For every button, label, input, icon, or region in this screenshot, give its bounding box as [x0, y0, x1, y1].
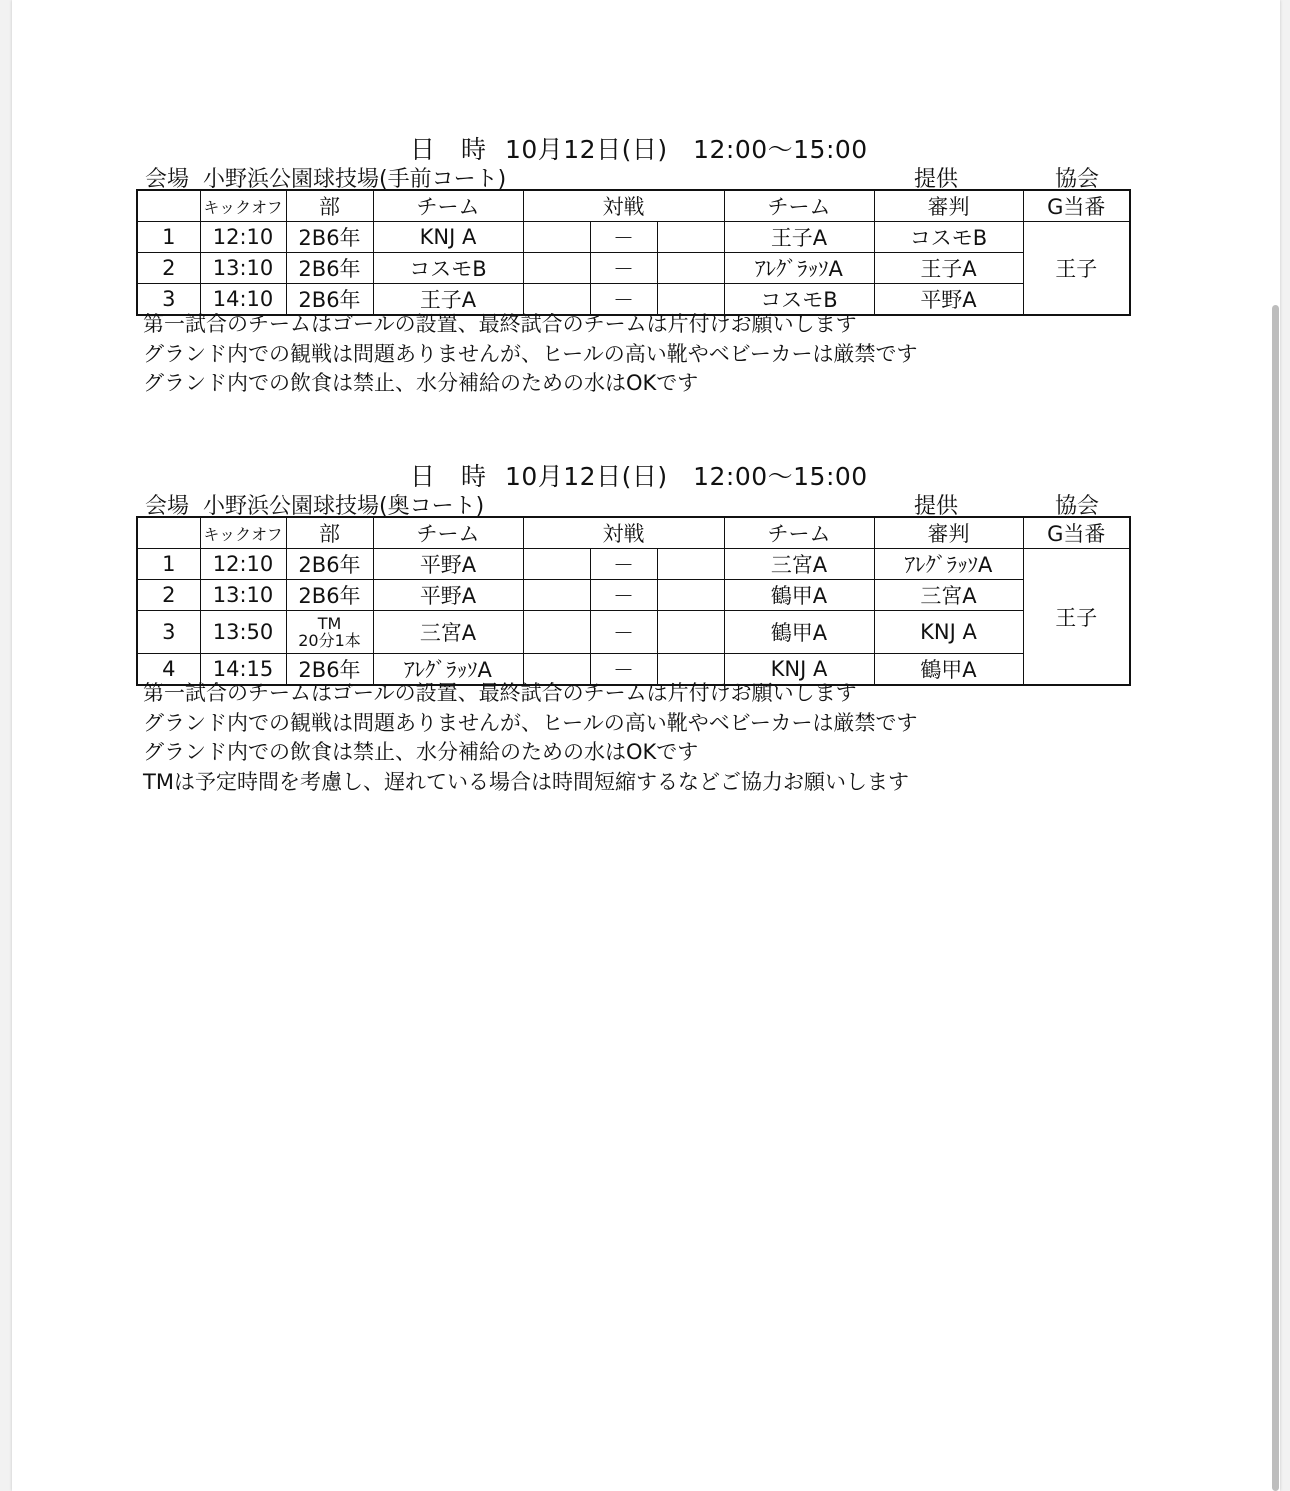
note-line: グランド内での観戦は問題ありませんが、ヒールの高い靴やベビーカーは厳禁です: [143, 341, 918, 366]
row-kickoff: 13:10: [200, 253, 286, 284]
row-vs: －: [590, 611, 657, 654]
row-referee: コスモB: [874, 222, 1023, 253]
row-score-home: [523, 611, 590, 654]
row-away-team: 王子A: [724, 222, 874, 253]
table-header-row: [137, 517, 1130, 549]
datetime-line: [410, 457, 868, 493]
notes-list: [143, 310, 917, 399]
row-vs: －: [590, 654, 657, 686]
row-referee: 鶴甲A: [874, 654, 1023, 686]
table-row: [137, 253, 1130, 284]
division-main: TM: [317, 614, 342, 633]
note-line: グランド内での観戦は問題ありませんが、ヒールの高い靴やベビーカーは厳禁です: [143, 710, 918, 735]
table-row: [137, 611, 1130, 654]
scrollbar[interactable]: [1272, 305, 1279, 1491]
row-score-home: [523, 549, 590, 580]
ground-duty-value: 王子: [1023, 549, 1130, 686]
header-team-home: チーム: [373, 190, 523, 222]
row-referee: 三宮A: [874, 580, 1023, 611]
venue-label: 会場: [145, 167, 190, 192]
association-label: 協会: [1055, 167, 1100, 192]
header-match: 対戦: [523, 517, 724, 549]
row-division: 2B6年: [286, 253, 373, 284]
row-score-home: [523, 253, 590, 284]
row-score-away: [657, 549, 724, 580]
table-row: [137, 580, 1130, 611]
row-vs: －: [590, 284, 657, 316]
row-home-team: 平野A: [373, 549, 523, 580]
row-vs: －: [590, 580, 657, 611]
datetime-label: 日 時: [410, 135, 495, 164]
row-division: 2B6年: [286, 549, 373, 580]
header-referee: 審判: [874, 190, 1023, 222]
row-kickoff: 14:15: [200, 654, 286, 686]
venue-name: 小野浜公園球技場(奥コート): [203, 494, 485, 519]
schedule-table: [136, 516, 1131, 686]
header-kickoff: キックオフ: [200, 517, 286, 549]
venue-name: 小野浜公園球技場(手前コート): [203, 167, 507, 192]
note-line: グランド内での飲食は禁止、水分補給のための水はOKです: [143, 371, 699, 396]
row-kickoff: 12:10: [200, 222, 286, 253]
row-score-away: [657, 222, 724, 253]
row-vs: －: [590, 222, 657, 253]
row-away-team: 鶴甲A: [724, 580, 874, 611]
note-line: グランド内での飲食は禁止、水分補給のための水はOKです: [143, 740, 699, 765]
header-referee: 審判: [874, 517, 1023, 549]
row-home-team: コスモB: [373, 253, 523, 284]
division-sub: 20分1本: [298, 631, 361, 650]
row-away-team: KNJ A: [724, 654, 874, 686]
header-ground-duty: G当番: [1023, 517, 1130, 549]
note-line: TMは予定時間を考慮し、遅れている場合は時間短縮するなどご協力お願いします: [143, 769, 909, 794]
header-team-home: チーム: [373, 517, 523, 549]
row-no: 3: [137, 284, 200, 316]
row-referee: 王子A: [874, 253, 1023, 284]
datetime-line: [410, 130, 868, 166]
header-no: [137, 190, 200, 222]
header-team-away: チーム: [724, 517, 874, 549]
datetime-value: 10月12日(日) 12:00～15:00: [504, 462, 868, 491]
ground-duty-value: 王子: [1023, 222, 1130, 316]
row-kickoff: 14:10: [200, 284, 286, 316]
row-no: 1: [137, 549, 200, 580]
row-division: 2B6年: [286, 284, 373, 316]
header-ground-duty: G当番: [1023, 190, 1130, 222]
row-kickoff: 12:10: [200, 549, 286, 580]
row-score-home: [523, 222, 590, 253]
header-kickoff: キックオフ: [200, 190, 286, 222]
table-row: [137, 549, 1130, 580]
schedule-table: [136, 189, 1131, 316]
row-no: 4: [137, 654, 200, 686]
row-home-team: KNJ A: [373, 222, 523, 253]
association-label: 協会: [1055, 494, 1100, 519]
row-score-away: [657, 580, 724, 611]
table-row: [137, 222, 1130, 253]
header-division: 部: [286, 190, 373, 222]
row-away-team: コスモB: [724, 284, 874, 316]
header-no: [137, 517, 200, 549]
row-away-team: ｱﾚｸﾞﾗｯｿA: [724, 253, 874, 284]
row-score-away: [657, 253, 724, 284]
datetime-label: 日 時: [410, 462, 495, 491]
row-score-home: [523, 580, 590, 611]
row-no: 1: [137, 222, 200, 253]
row-no: 2: [137, 580, 200, 611]
row-kickoff: 13:10: [200, 580, 286, 611]
notes-list: [143, 679, 917, 797]
row-referee: ｱﾚｸﾞﾗｯｿA: [874, 549, 1023, 580]
row-division: 2B6年: [286, 222, 373, 253]
note-line: 第一試合のチームはゴールの設置、最終試合のチームは片付けお願いします: [143, 312, 857, 336]
datetime-value: 10月12日(日) 12:00～15:00: [504, 135, 868, 164]
row-no: 3: [137, 611, 200, 654]
row-score-away: [657, 611, 724, 654]
row-division: 2B6年: [286, 580, 373, 611]
row-no: 2: [137, 253, 200, 284]
provider-label: 提供: [914, 167, 959, 192]
row-home-team: 三宮A: [373, 611, 523, 654]
row-referee: 平野A: [874, 284, 1023, 316]
row-kickoff: 13:50: [200, 611, 286, 654]
note-line: 第一試合のチームはゴールの設置、最終試合のチームは片付けお願いします: [143, 681, 857, 705]
row-away-team: 三宮A: [724, 549, 874, 580]
row-vs: －: [590, 253, 657, 284]
header-division: 部: [286, 517, 373, 549]
document-page: [12, 0, 1280, 1491]
row-home-team: 平野A: [373, 580, 523, 611]
row-away-team: 鶴甲A: [724, 611, 874, 654]
row-referee: KNJ A: [874, 611, 1023, 654]
venue-label: 会場: [145, 494, 190, 519]
row-home-team: ｱﾚｸﾞﾗｯｿA: [373, 654, 523, 686]
row-division: 2B6年: [286, 654, 373, 686]
table-header-row: [137, 190, 1130, 222]
header-team-away: チーム: [724, 190, 874, 222]
row-division: [286, 611, 373, 654]
row-home-team: 王子A: [373, 284, 523, 316]
row-vs: －: [590, 549, 657, 580]
header-match: 対戦: [523, 190, 724, 222]
provider-label: 提供: [914, 494, 959, 519]
